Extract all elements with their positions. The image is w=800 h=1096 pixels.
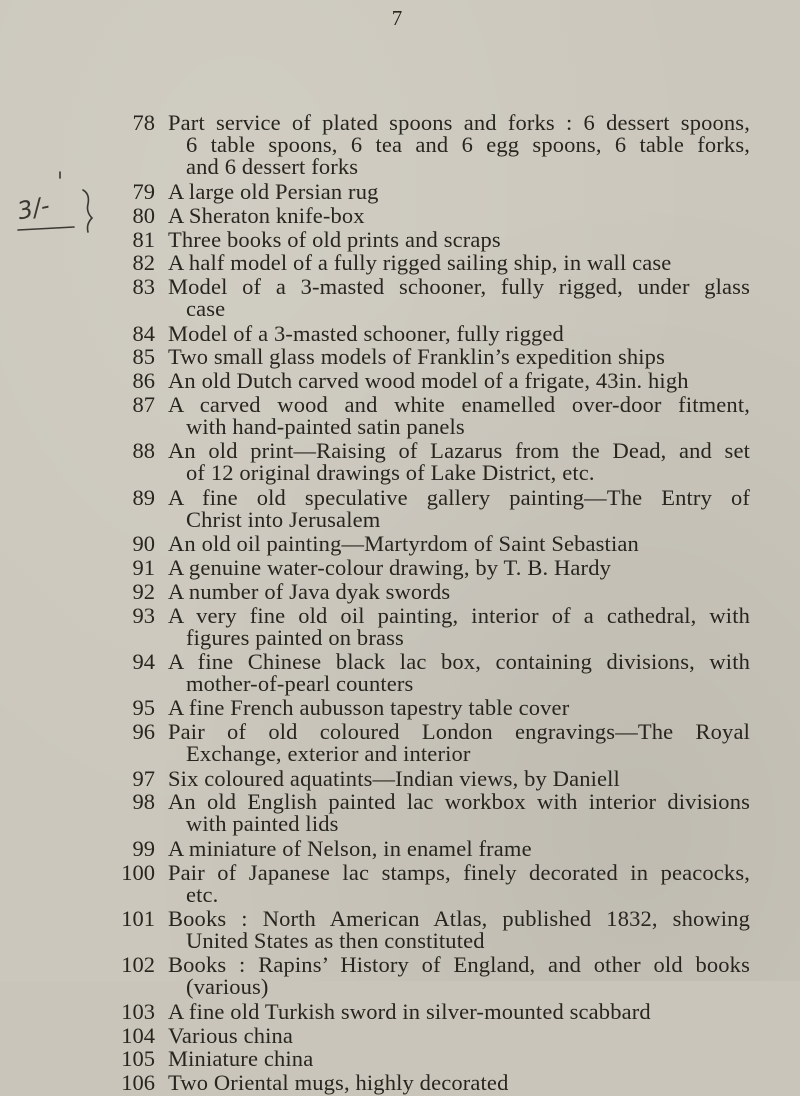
lot-description <box>168 370 768 392</box>
lot-description-line: A fine old speculative gallery painting—The Entry of <box>168 484 750 510</box>
lot-description-line: with painted lids <box>186 811 339 837</box>
lot-description-line: A Sheraton knife-box <box>168 202 365 228</box>
lot-description-line: A fine old Turkish sword in silver-mounted scabbard <box>168 998 651 1024</box>
lot-description-line: Three books of old prints and scraps <box>168 226 501 252</box>
lot-number: 85 <box>132 344 155 370</box>
lot-description-line: Pair of Japanese lac stamps, finely decorated in peacocks, <box>168 859 750 885</box>
lot-description <box>168 998 768 1024</box>
lot-number: 91 <box>132 555 155 580</box>
lot-description <box>168 320 768 346</box>
lot-number: 81 <box>132 226 155 252</box>
lot-description <box>168 557 768 579</box>
lot-number: 92 <box>132 578 155 604</box>
lot-description <box>168 578 768 604</box>
lot-description <box>168 859 768 907</box>
lot-number: 88 <box>132 438 155 464</box>
lot-description <box>168 1072 768 1094</box>
lot-description-line: with hand-painted satin panels <box>186 414 465 439</box>
lot-number: 79 <box>132 179 155 204</box>
lot-description-line: mother-of-pearl counters <box>186 671 414 696</box>
lot-description <box>168 791 768 835</box>
lot-number: 103 <box>121 998 155 1024</box>
lot-description-line: (various) <box>186 974 269 1000</box>
lot-number: 105 <box>121 1046 155 1072</box>
lot-description-line: case <box>186 296 226 322</box>
lot-description <box>168 697 768 719</box>
lot-description <box>168 346 768 368</box>
page-number: 7 <box>391 6 403 30</box>
lot-description-line: A carved wood and white enamelled over-door fitment, <box>168 392 750 417</box>
lot-description-line: A miniature of Nelson, in enamel frame <box>168 835 532 861</box>
lot-description <box>168 276 768 320</box>
lot-number: 94 <box>132 649 155 674</box>
lot-description-line: Model of a 3-masted schooner, fully rigged <box>168 320 564 346</box>
lot-description-line: A large old Persian rug <box>168 179 379 204</box>
lot-description-line: etc. <box>186 881 219 907</box>
lot-description-line: Part service of plated spoons and forks : 6 dessert spoons, <box>168 110 750 135</box>
margin-annotation: 3/- <box>14 191 53 226</box>
lot-description-line: Books : Rapins’ History of England, and other old books <box>168 952 750 978</box>
lot-description <box>168 1048 768 1070</box>
lot-description-line: Model of a 3-masted schooner, fully rigged, under glass <box>168 274 750 300</box>
lot-description <box>168 252 768 274</box>
lot-description <box>168 908 768 952</box>
lot-description-line: A very fine old oil painting, interior of a cathedral, with <box>168 602 750 628</box>
lot-description-line: Various china <box>168 1022 294 1048</box>
lot-description-line: Six coloured aquatints—Indian views, by Daniell <box>168 765 620 791</box>
lot-description-line: A half model of a fully rigged sailing ship, in wall case <box>168 250 672 276</box>
lot-description <box>168 202 768 228</box>
lot-number: 101 <box>121 906 155 931</box>
lot-description-line: A fine Chinese black lac box, containing divisions, with <box>168 649 750 674</box>
lot-description-line: An old oil painting—Martyrdom of Saint Sebastian <box>168 531 639 557</box>
lot-description-line: Miniature china <box>168 1046 314 1072</box>
lot-description <box>168 602 768 650</box>
lot-description <box>168 1022 768 1048</box>
lot-description <box>168 226 768 252</box>
lot-number: 89 <box>132 484 155 510</box>
lot-description-line: Pair of old coloured London engravings—The Royal <box>168 719 750 745</box>
lot-description-line: United States as then constituted <box>186 928 485 953</box>
lot-number: 100 <box>121 859 155 885</box>
lot-description <box>168 181 768 203</box>
lot-description-line: Exchange, exterior and interior <box>186 741 471 767</box>
lot-description-line: Books : North American Atlas, published 1832, showing <box>168 906 750 931</box>
lot-number: 87 <box>132 392 155 417</box>
lot-description-line: An old print—Raising of Lazarus from the Dead, and set <box>168 438 750 464</box>
lot-number: 102 <box>121 952 155 978</box>
lot-description-line: An old Dutch carved wood model of a frigate, 43in. high <box>168 368 689 394</box>
lot-description-line: and 6 dessert forks <box>186 154 359 179</box>
lot-description <box>168 765 768 791</box>
lot-description <box>168 484 768 532</box>
lot-description-line: A fine French aubusson tapestry table cover <box>168 695 570 721</box>
lot-description <box>168 651 768 695</box>
lot-description-line: 6 table spoons, 6 tea and 6 egg spoons, 6 table forks, <box>186 132 750 157</box>
lot-description-line: An old English painted lac workbox with interior divisions <box>168 789 750 815</box>
lot-number: 95 <box>132 695 155 721</box>
lot-number: 80 <box>132 202 155 228</box>
lot-description-line: Two Oriental mugs, highly decorated <box>168 1070 509 1096</box>
lot-number: 106 <box>121 1070 155 1096</box>
lot-number: 78 <box>132 110 155 135</box>
lot-description-line: A genuine water-colour drawing, by T. B. Hardy <box>168 555 612 580</box>
lot-number: 96 <box>132 719 155 745</box>
lot-description <box>168 440 768 484</box>
lot-description <box>168 835 768 861</box>
lot-description-line: Christ into Jerusalem <box>186 506 381 532</box>
lot-number: 84 <box>132 320 155 346</box>
lot-description-line: of 12 original drawings of Lake District, etc. <box>186 460 595 486</box>
lot-number: 86 <box>132 368 155 394</box>
lot-number: 83 <box>132 274 155 300</box>
lot-description-line: Two small glass models of Franklin’s expedition ships <box>168 344 665 370</box>
lot-number: 104 <box>121 1022 155 1048</box>
lot-number: 90 <box>132 531 155 557</box>
lot-description <box>168 394 768 438</box>
bracket-mark <box>18 172 92 232</box>
lot-description <box>168 533 768 555</box>
lot-description <box>168 112 768 178</box>
lot-description-line: figures painted on brass <box>186 624 404 650</box>
lot-description-line: A number of Java dyak swords <box>168 578 451 604</box>
lot-description <box>168 721 768 765</box>
lot-description <box>168 954 768 998</box>
lot-number: 82 <box>132 250 155 276</box>
lot-number: 98 <box>132 789 155 815</box>
lot-number: 97 <box>132 765 155 791</box>
lot-number: 93 <box>132 602 155 628</box>
lot-number: 99 <box>132 835 155 861</box>
